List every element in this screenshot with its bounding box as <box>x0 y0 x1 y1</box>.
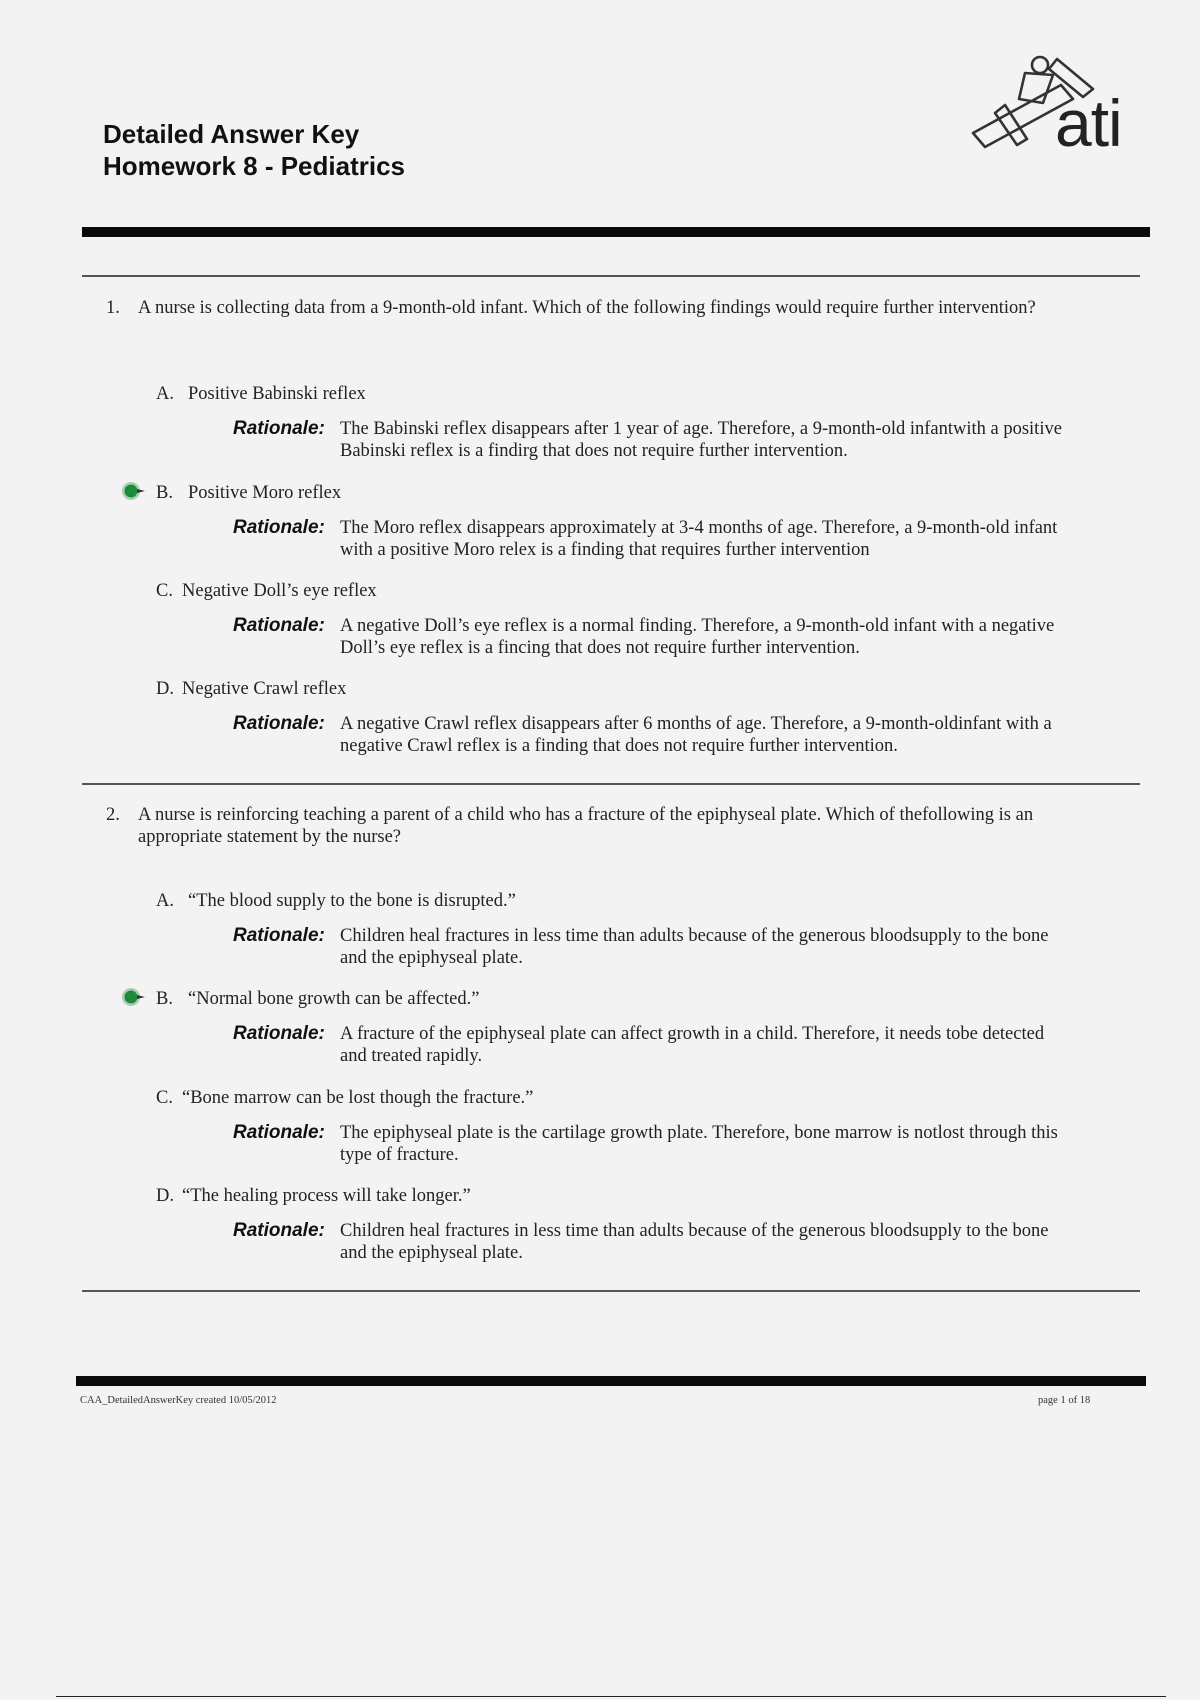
option-1d <box>156 678 1056 700</box>
rationale-2a <box>233 925 1063 969</box>
rationale-text: A negative Crawl reflex disappears after 6 months of age. Therefore, a 9-month-oldinfant with a negative Crawl reflex is a finding that does not require further intervention. <box>340 714 1052 756</box>
rationale-label: Rationale: <box>233 517 325 538</box>
option-2c <box>156 1087 1056 1109</box>
option-text: “Normal bone growth can be affected.” <box>188 989 480 1009</box>
rationale-label: Rationale: <box>233 615 325 636</box>
option-2b <box>156 988 1056 1010</box>
header-rule <box>82 227 1150 237</box>
option-1c <box>156 580 1056 602</box>
rationale-1c <box>233 615 1063 659</box>
question-text: A nurse is reinforcing teaching a parent of a child who has a fracture of the epiphyseal plate. Which of thefollowing is an appropriate statement by the nurse? <box>138 805 1034 847</box>
option-1b <box>156 482 1056 504</box>
rationale-label: Rationale: <box>233 925 325 946</box>
option-letter: A. <box>156 384 174 404</box>
rationale-label: Rationale: <box>233 418 325 439</box>
option-letter: C. <box>156 1088 173 1108</box>
rationale-label: Rationale: <box>233 1220 325 1241</box>
correct-answer-marker-icon <box>120 480 150 502</box>
option-letter: A. <box>156 891 174 911</box>
rationale-text: A fracture of the epiphyseal plate can affect growth in a child. Therefore, it needs tobe detected and treated rapidly. <box>340 1024 1045 1066</box>
rationale-text: A negative Doll’s eye reflex is a normal finding. Therefore, a 9-month-old infant with a negative Doll’s eye reflex is a fincing that does not require further intervention. <box>340 616 1055 658</box>
question-number: 1. <box>106 298 120 318</box>
rationale-2b <box>233 1023 1063 1067</box>
rationale-text: The Babinski reflex disappears after 1 year of age. Therefore, a 9-month-old infantwith a positive Babinski reflex is a findirg that does not require further intervention. <box>340 419 1062 461</box>
bottom-edge-rule <box>56 1696 1166 1697</box>
option-1a <box>156 383 1056 405</box>
rationale-text: The epiphyseal plate is the cartilage growth plate. Therefore, bone marrow is notlost through this type of fracture. <box>340 1123 1058 1165</box>
rationale-label: Rationale: <box>233 713 325 734</box>
rationale-1d <box>233 713 1063 757</box>
option-text: Negative Doll’s eye reflex <box>182 581 377 601</box>
option-2a <box>156 890 1056 912</box>
header-thin-rule <box>82 275 1140 277</box>
option-letter: C. <box>156 581 173 601</box>
rationale-text: Children heal fractures in less time than adults because of the generous bloodsupply to the bone and the epiphyseal plate. <box>340 926 1049 968</box>
question-2 <box>106 804 1096 848</box>
page-title <box>103 118 405 182</box>
option-text: “The blood supply to the bone is disrupted.” <box>188 891 516 911</box>
question-divider <box>82 1290 1140 1292</box>
correct-answer-marker-icon <box>120 986 150 1008</box>
question-1 <box>106 297 1096 319</box>
rationale-label: Rationale: <box>233 1023 325 1044</box>
footer-page-number: page 1 of 18 <box>1038 1395 1091 1406</box>
title-line-2: Homework 8 - Pediatrics <box>103 151 405 181</box>
option-text: Negative Crawl reflex <box>182 679 347 699</box>
option-letter: D. <box>156 679 174 699</box>
title-line-1: Detailed Answer Key <box>103 119 360 149</box>
rationale-label: Rationale: <box>233 1122 325 1143</box>
option-2d <box>156 1185 1056 1207</box>
logo-text: ati <box>1055 86 1122 160</box>
footer-rule <box>76 1376 1146 1386</box>
question-number: 2. <box>106 805 120 825</box>
rationale-2d <box>233 1220 1063 1264</box>
rationale-text: Children heal fractures in less time than adults because of the generous bloodsupply to the bone and the epiphyseal plate. <box>340 1221 1049 1263</box>
rationale-text: The Moro reflex disappears approximately at 3-4 months of age. Therefore, a 9-month-old infant with a positive Moro relex is a finding that requires further intervention <box>340 518 1058 560</box>
rationale-2c <box>233 1122 1063 1166</box>
option-text: “The healing process will take longer.” <box>182 1186 471 1206</box>
option-letter: D. <box>156 1186 174 1206</box>
question-divider <box>82 783 1140 785</box>
option-letter: B. <box>156 989 173 1009</box>
question-text: A nurse is collecting data from a 9-month-old infant. Which of the following findings would require further intervention? <box>138 298 1036 318</box>
footer-doc-info: CAA_DetailedAnswerKey created 10/05/2012 <box>80 1395 277 1406</box>
rationale-1a <box>233 418 1063 462</box>
rationale-1b <box>233 517 1063 561</box>
option-letter: B. <box>156 483 173 503</box>
option-text: Positive Babinski reflex <box>188 384 366 404</box>
option-text: Positive Moro reflex <box>188 483 342 503</box>
option-text: “Bone marrow can be lost though the fracture.” <box>182 1088 534 1108</box>
